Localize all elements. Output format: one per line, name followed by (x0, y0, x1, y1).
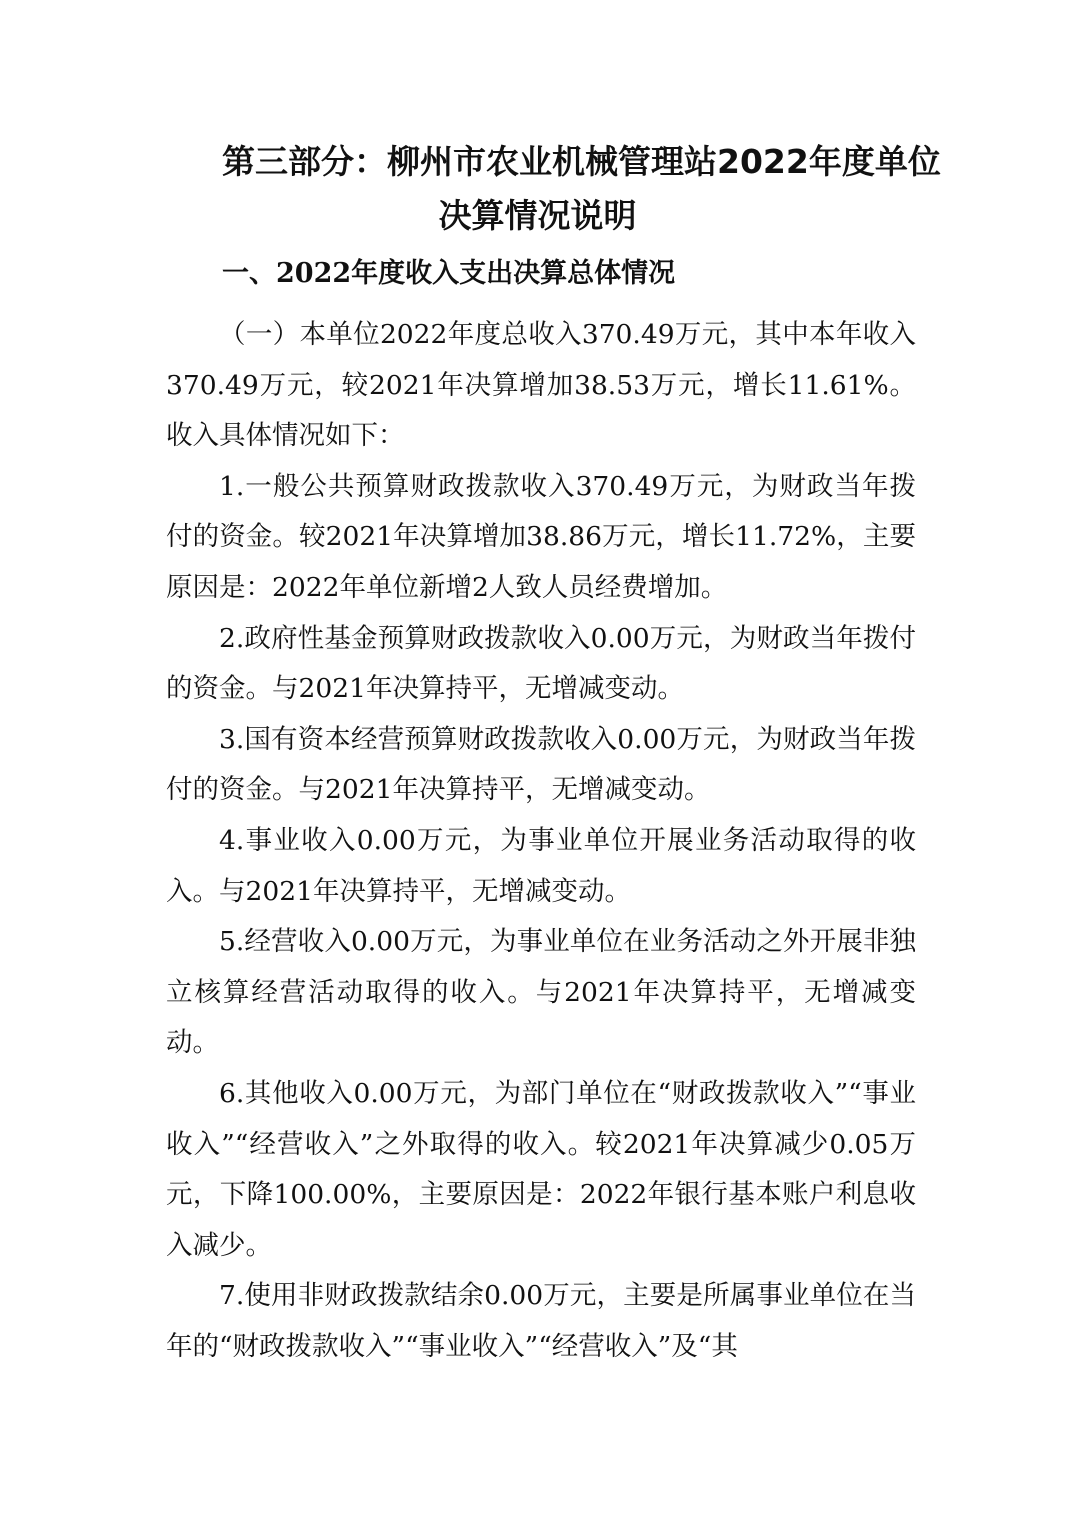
paragraph-item-1: 1.一般公共预算财政拨款收入370.49万元，为财政当年拨付的资金。较2021年决算增加38.86万元，增长11.72%，主要原因是：2022年单位新增2人致人员经费增加。 (166, 470, 916, 603)
body-text (166, 310, 916, 1372)
paragraph-item-5: 5.经营收入0.00万元，为事业单位在业务活动之外开展非独立核算经营活动取得的收入。与2021年决算持平，无增减变动。 (166, 926, 916, 1059)
paragraph-item-4: 4.事业收入0.00万元，为事业单位开展业务活动取得的收入。与2021年决算持平，无增减变动。 (166, 824, 916, 907)
paragraph-item-2: 2.政府性基金预算财政拨款收入0.00万元，为财政当年拨付的资金。与2021年决算持平，无增减变动。 (166, 622, 916, 705)
paragraph-item-3: 3.国有资本经营预算财政拨款收入0.00万元，为财政当年拨付的资金。与2021年决算持平，无增减变动。 (166, 723, 916, 806)
document-title-line-1: 第三部分：柳州市农业机械管理站2022年度单位 (222, 142, 941, 181)
document-title-line-2: 决算情况说明 (438, 196, 637, 235)
paragraph-summary: （一）本单位2022年度总收入370.49万元，其中本年收入370.49万元，较2021年决算增加38.53万元，增长11.61%。收入具体情况如下： (166, 319, 916, 452)
paragraph-item-6: 6.其他收入0.00万元，为部门单位在“财政拨款收入”“事业收入”“经营收入”之外取得的收入。较2021年决算减少0.05万元，下降100.00%，主要原因是：2022年银行基本账户利息收入减少。 (166, 1077, 916, 1261)
paragraph-item-7: 7.使用非财政拨款结余0.00万元，主要是所属事业单位在当年的“财政拨款收入”“事业收入”“经营收入”及“其 (166, 1280, 916, 1362)
section-heading: 一、2022年度收入支出决算总体情况 (222, 258, 676, 289)
